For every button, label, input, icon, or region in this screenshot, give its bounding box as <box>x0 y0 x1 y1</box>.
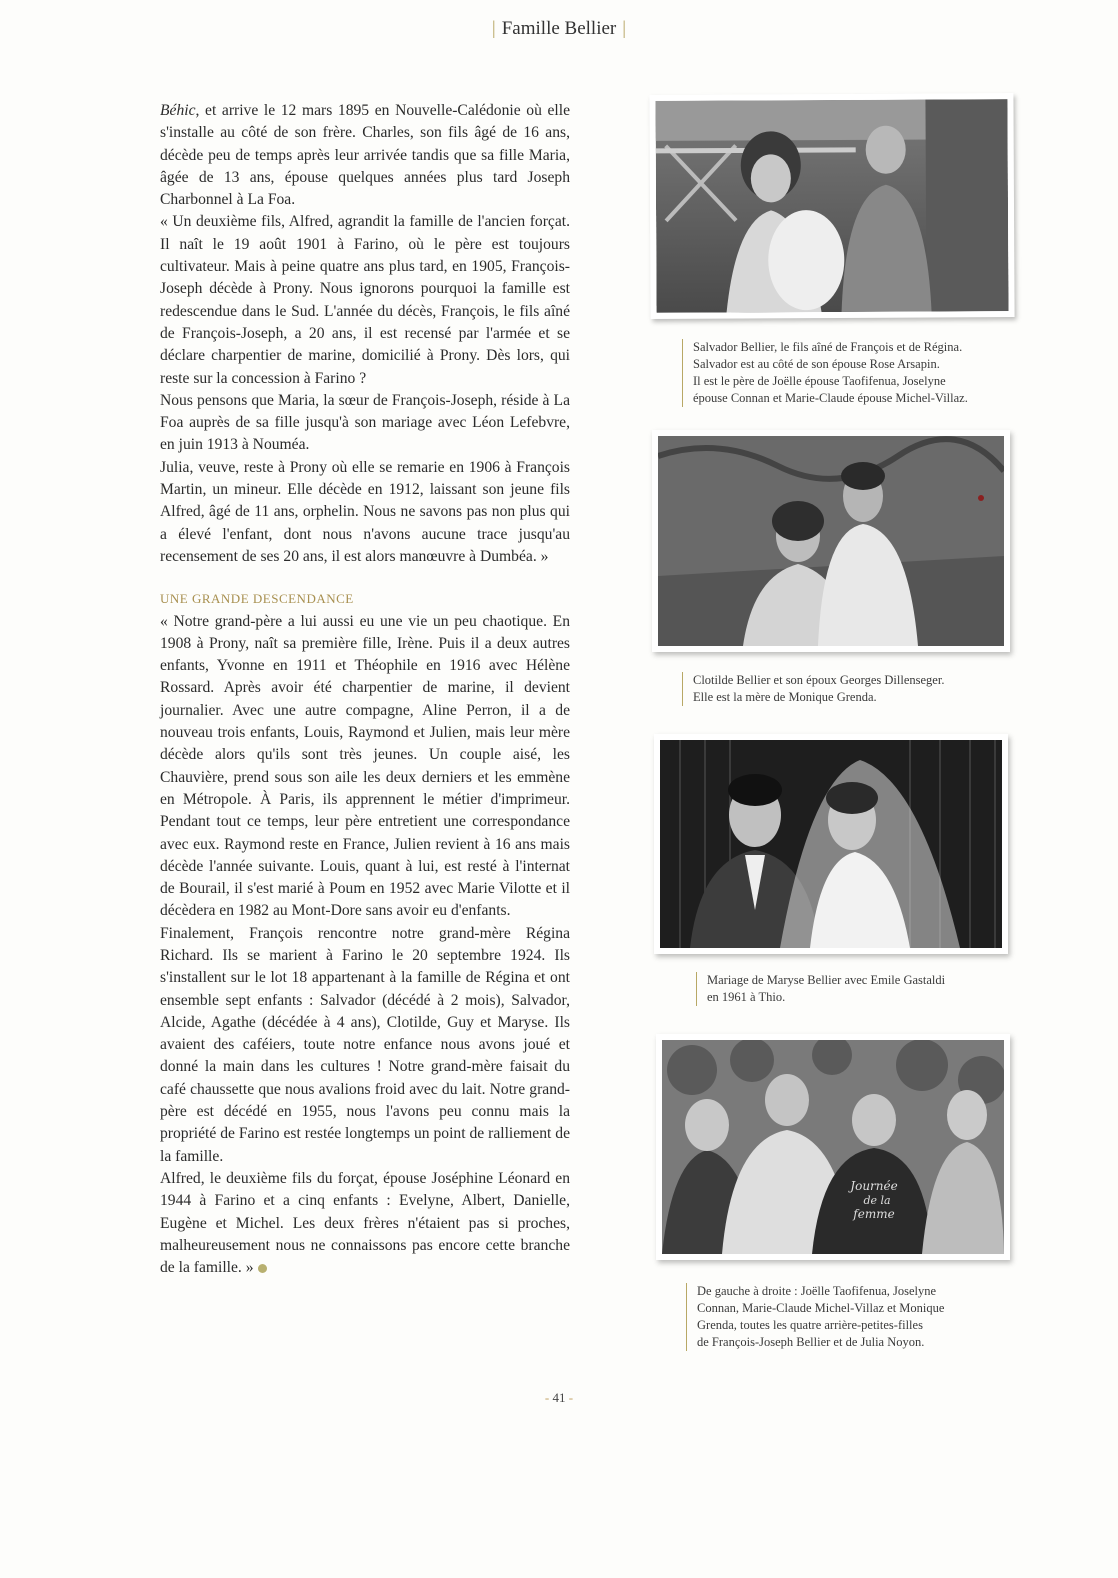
photo-image <box>658 436 1004 646</box>
photo-wedding-maryse <box>654 734 1008 954</box>
italic-lead: Béhic <box>160 102 196 119</box>
photo-image <box>660 740 1002 948</box>
tshirt-text-line-2: de la <box>863 1194 891 1207</box>
tshirt-text-line-3: femme <box>853 1207 895 1221</box>
paragraph-4: Julia, veuve, reste à Prony où elle se remarie en 1906 à François Martin, un mineur. Elle décède en 1912, laissant son jeune fils Alfred, âgé de 11 ans, orphelin. Nous ne savons pas non plus qui a élevé l'enfant, dont nous n'avons aucune trace jusqu'au recensement de ses 20 ans, il est alors manœuvre à Dumbéa. » <box>160 458 570 565</box>
caption-photo-1: Salvador Bellier, le fils aîné de François et de Régina. Salvador est au côté de son épouse Rose Arsapin. Il est le père de Joëlle épouse Taofifenua, Joselyne épouse Connan et Marie-Claude épouse Michel-Villaz. <box>682 339 1033 407</box>
header-bar-right: | <box>622 18 627 39</box>
caption-photo-2: Clotilde Bellier et son époux Georges Dillenseger. Elle est la mère de Monique Grenda. <box>682 672 1023 706</box>
running-header <box>0 18 1118 40</box>
page-number: - 41 - <box>544 1390 574 1405</box>
photo-image <box>655 99 1008 313</box>
end-of-article-dot <box>258 1264 267 1273</box>
photo-image <box>662 1040 1004 1254</box>
caption-photo-4: De gauche à droite : Joëlle Taofifenua, Joselyne Connan, Marie-Claude Michel-Villaz et Monique Grenda, toutes les quatre arrière-petites-filles de François-Joseph Bellier et de Julia Noyon. <box>686 1283 1017 1351</box>
section-title: UNE GRANDE DESCENDANCE <box>160 591 354 607</box>
photo-four-cousins <box>656 1034 1010 1260</box>
header-bar-left: | <box>491 18 496 39</box>
photo-clotilde-georges <box>652 430 1010 652</box>
tshirt-text-line-1: Journée <box>850 1179 898 1193</box>
caption-photo-3: Mariage de Maryse Bellier avec Emile Gastaldi en 1961 à Thio. <box>696 972 1007 1006</box>
photo-salvador-rose <box>649 93 1014 319</box>
paragraph-5: « Notre grand-père a lui aussi eu une vie un peu chaotique. En 1908 à Prony, naît sa première fille, Irène. Puis il a deux autres enfants, Yvonne en 1911 et Théophile en 1916 avec Hélène Rossard. Après avoir été charpentier de marine, il devient journalier. Avec une autre compagne, Aline Perron, il a de nouveau trois enfants, Louis, Raymond et Julien, mais leur mère décède alors qu'ils sont très jeunes. Un couple aisé, les Chauvière, prend sous son aile les deux derniers et les emmène en Métropole. À Paris, ils apprennent le métier d'imprimeur. Pendant tout ce temps, leur père entretient une correspondance avec eux. Raymond reste en France, Julien revient à 16 ans mais décède l'année suivante. Louis, quant à lui, est resté à l'internat de Bourail, il s'est marié à Poum en 1952 avec Marie Vilotte et il décèdera en 1982 au Mont-Dore sans avoir eu d'enfants. <box>160 612 570 920</box>
paragraph-3: Nous pensons que Maria, la sœur de François-Joseph, réside à La Foa auprès de sa fille jusqu'à son mariage avec Léon Lefebvre, en juin 1913 à Nouméa. <box>160 391 570 454</box>
paragraph-2: « Un deuxième fils, Alfred, agrandit la famille de l'ancien forçat. Il naît le 19 août 1901 à Farino, où le père est toujours cultivateur. Mais à peine quatre ans plus tard, en 1905, François-Joseph décède à Prony. Nous ignorons pourquoi la famille est redescendue dans le Sud. L'année du décès, François, le fils aîné de François-Joseph, a 20 ans, il est recensé par l'armée et se déclare charpentier de marine, domicilié à Prony. Dès lors, qui reste sur la concession à Farino ? <box>160 213 570 387</box>
paragraph-7: Alfred, le deuxième fils du forçat, épouse Joséphine Léonard en 1944 à Farino et a cinq enfants : Evelyne, Albert, Danielle, Eugène et Michel. Les deux frères n'étaient pas si proches, malheureusement nous ne connaissons pas encore cette branche de la famille. » <box>160 1169 570 1277</box>
header-title: Famille Bellier <box>501 18 617 39</box>
paragraph-1: Béhic, et arrive le 12 mars 1895 en Nouvelle-Calédonie où elle s'installe au côté de son frère. Charles, son fils âgé de 16 ans, décède peu de temps après leur arrivée tandis que sa fille Maria, âgée de 13 ans, épouse quelques années plus tard Joseph Charbonnel à La Foa. <box>160 102 570 209</box>
article-body <box>160 100 570 1279</box>
paragraph-6: Finalement, François rencontre notre grand-mère Régina Richard. Ils se marient à Farino le 20 septembre 1924. Ils s'installent sur le lot 18 appartenant à la famille de Régina et ont ensemble sept enfants : Salvador (décédé à 2 mois), Salvador, Alcide, Agathe (décédée à 4 ans), Clotilde, Guy et Maryse. Ils avaient des caféiers, toute notre enfance nous avons joué et donné la main dans les cultures ! Notre grand-mère faisait du café chaussette que nous avalions froid avec du lait. Notre grand-père est décédé en 1955, nous l'avons peu connu mais la propriété de Farino est restée longtemps un point de ralliement de la famille. <box>160 924 570 1165</box>
